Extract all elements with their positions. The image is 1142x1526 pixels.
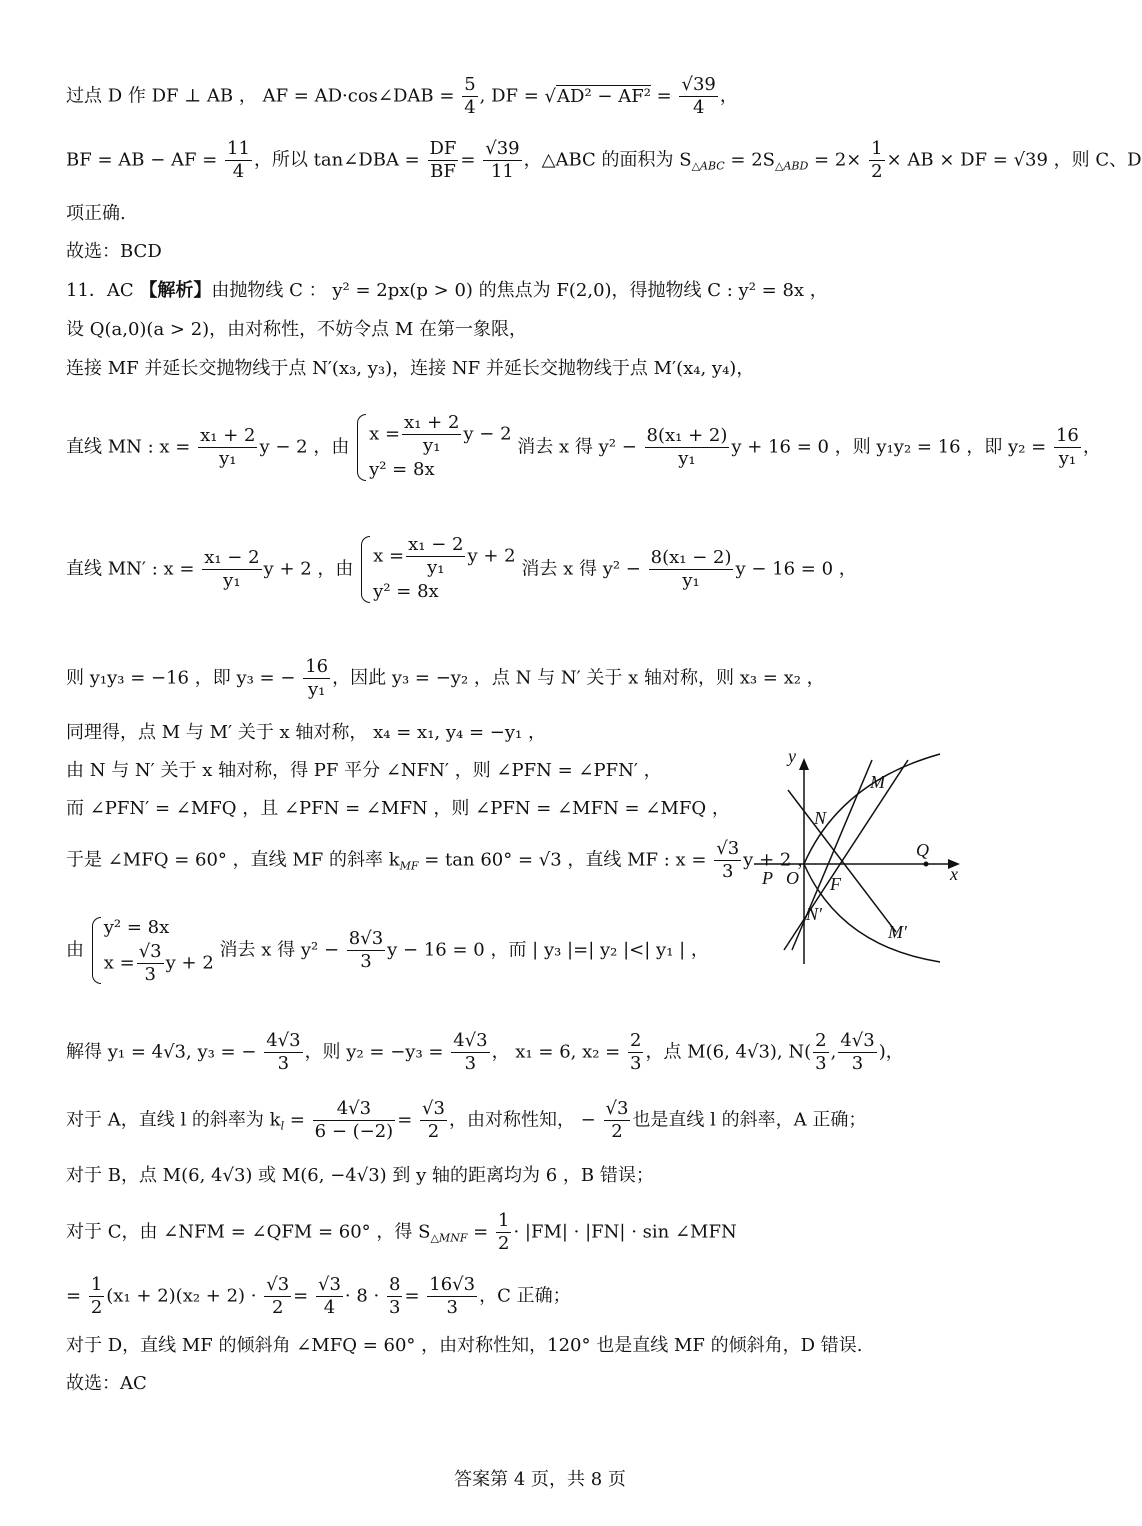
line-22: 故选：AC bbox=[66, 1373, 147, 1394]
text: = bbox=[284, 1109, 305, 1131]
text: ，C 正确； bbox=[479, 1285, 571, 1307]
analysis-tag: 【解析】 bbox=[139, 280, 212, 301]
y-axis-arrow bbox=[799, 758, 809, 770]
text: y + 16 = 0 ，则 y₁y₂ = 16 ，即 y₂ = bbox=[731, 436, 1047, 458]
text: ， x₁ = 6, x₂ = bbox=[491, 1041, 621, 1063]
fraction: $\frac{√39}{11}$ bbox=[485, 138, 520, 182]
line-6: 设 Q(a,0)(a > 2)，由对称性，不妨令点 M 在第一象限， bbox=[66, 319, 528, 340]
text: y − 16 = 0 ， bbox=[735, 558, 857, 580]
text: × AB × DF = √39 ，则 C、D bbox=[886, 149, 1142, 171]
line-5 bbox=[66, 279, 828, 303]
fraction: $\frac{8}{3}$ bbox=[389, 1274, 401, 1318]
equation-system: x = $\frac{\text{x₁ + 2}}{\text{y₁}}$ y − 2 y² = 8x bbox=[355, 412, 511, 483]
line-19: 对于 C，由 ∠NFM = ∠QFM = 60° ，得 $S_{\triangle MNF}$ = $\frac{1}{2}$ · |FM| · |FN| · sin ∠MFN bbox=[66, 1210, 737, 1254]
line-12: 由 N 与 N′ 关于 x 轴对称，得 PF 平分 ∠NFN′ ，则 ∠PFN = ∠PFN′ ， bbox=[66, 760, 662, 781]
subscript: △ABC bbox=[691, 159, 725, 173]
parabola-figure bbox=[748, 742, 978, 972]
text: ，由对称性知， − bbox=[448, 1109, 596, 1131]
text: ，则 y₂ = −y₃ = bbox=[304, 1041, 444, 1063]
text: y − 16 = 0 ，而 | y₃ |=| y₂ |<| y₁ | ， bbox=[387, 939, 709, 961]
text: y + 2 ，由 bbox=[263, 558, 354, 580]
text: = bbox=[656, 85, 672, 107]
subscript: l bbox=[280, 1119, 285, 1133]
line-11: 同理得，点 M 与 M′ 关于 x 轴对称， x₄ = x₁, y₄ = −y₁ ， bbox=[66, 722, 546, 743]
equation-system: x = $\frac{\text{x₁ − 2}}{\text{y₁}}$ y + 2 y² = 8x bbox=[359, 534, 515, 605]
text: ，△ABC 的面积为 S bbox=[523, 149, 692, 171]
text: 直线 MN′ : x = bbox=[66, 558, 195, 580]
point-Q bbox=[924, 862, 929, 867]
equation-system: y² = 8x x = $\frac{√3}{3}$ y + 2 bbox=[90, 915, 214, 986]
text: 消去 x 得 y² − bbox=[521, 558, 641, 580]
line-3: 项正确. bbox=[66, 203, 126, 224]
fraction: $\frac{\text{x₁ − 2}}{\text{y₁}}$ bbox=[204, 547, 260, 591]
fraction: $\frac{16√3}{3}$ bbox=[429, 1274, 476, 1318]
text: , DF = bbox=[479, 85, 539, 107]
line-20: = $\frac{1}{2}$ (x₁ + 2)(x₂ + 2) · $\frac{√3}{2}$ = $\frac{√3}{4}$ · 8 · $\frac{8}{3}$ = $\frac{16√3}{3}$ ，C 正确； bbox=[66, 1274, 571, 1318]
label-P: P bbox=[762, 868, 773, 888]
text: ，因此 y₃ = −y₂ ，点 N 与 N′ 关于 x 轴对称，则 x₃ = x₂ ， bbox=[332, 667, 825, 689]
line-2 bbox=[66, 138, 1142, 183]
line-14 bbox=[66, 838, 815, 883]
label-F: F bbox=[830, 874, 841, 894]
fraction: $\frac{5}{4}$ bbox=[464, 74, 476, 118]
subscript: △MNF bbox=[430, 1231, 468, 1245]
text: 过点 D 作 DF ⊥ AB ， bbox=[66, 85, 257, 107]
text: ，点 M(6, 4√3), N( bbox=[645, 1041, 812, 1063]
text: 也是直线 l 的斜率，A 正确； bbox=[632, 1109, 867, 1131]
line-13: 而 ∠PFN′ = ∠MFQ ，且 ∠PFN = ∠MFN ，则 ∠PFN = ∠MFN = ∠MFQ ， bbox=[66, 798, 730, 819]
fraction: $\frac{√3}{4}$ bbox=[318, 1274, 341, 1318]
line-8: 直线 MN : x = $\frac{\text{x₁ + 2}}{\text{y₁}}$ y − 2 ，由 x = $\frac{\text{x₁ + 2}}{\text{y₁}}$ y − 2 y² = 8x 消去 x 得 y² − $\frac{\text{8(x₁ + 2)}}{\text{y₁}}$ y + 16 = 0 ，则 y₁y₂ = 16 ，即 y₂ = $\frac{16}{\text{y₁}}$ ， bbox=[66, 412, 1101, 483]
line-10 bbox=[66, 656, 825, 701]
fraction: $\frac{1}{2}$ bbox=[871, 138, 883, 182]
text: = 2× bbox=[808, 149, 862, 171]
fraction: $\frac{4√3}{3}$ bbox=[266, 1030, 301, 1074]
line-15 bbox=[66, 915, 709, 986]
text: 于是 ∠MFQ = 60° ，直线 MF 的斜率 k bbox=[66, 849, 400, 871]
label-M-prime: M′ bbox=[888, 922, 907, 942]
fraction: $\frac{√3}{2}$ bbox=[605, 1098, 629, 1142]
fraction: $\frac{√3}{3}$ bbox=[716, 838, 740, 882]
text: 对于 C，由 ∠NFM = ∠QFM = 60° ，得 S bbox=[66, 1221, 431, 1243]
line-1 bbox=[66, 74, 738, 119]
text: AF = AD·cos∠DAB = bbox=[262, 85, 455, 107]
text: ， bbox=[719, 85, 738, 107]
text: 消去 x 得 y² − bbox=[517, 436, 637, 458]
label-y: y bbox=[788, 746, 796, 766]
fraction: $\frac{16}{\text{y₁}}$ bbox=[1055, 425, 1079, 469]
fraction: $\frac{\text{8(x₁ − 2)}}{\text{y₁}}$ bbox=[650, 547, 732, 591]
text: y − 2 ，由 bbox=[259, 436, 350, 458]
text: · |FM| · |FN| · sin ∠MFN bbox=[513, 1221, 737, 1243]
text: = 2S bbox=[724, 149, 775, 171]
line-9 bbox=[66, 534, 857, 605]
label-N: N bbox=[814, 808, 827, 828]
fraction: $\frac{4√3}{3}$ bbox=[840, 1030, 875, 1074]
fraction: $\frac{\text{x₁ + 2}}{\text{y₁}}$ bbox=[200, 425, 256, 469]
fraction: $\frac{1}{2}$ bbox=[498, 1210, 510, 1254]
fraction: $\frac{4√3}{6 - (-2)}$ bbox=[314, 1098, 394, 1142]
text: 则 y₁y₃ = −16 ，即 y₃ = − bbox=[66, 667, 296, 689]
fraction: $\frac{1}{2}$ bbox=[90, 1274, 103, 1318]
line-17: 对于 A，直线 l 的斜率为 $k_l$ = $\frac{4√3}{6 - (-2)}$ = $\frac{√3}{2}$ ，由对称性知， − $\frac{√3}{2}$ 也是直线 l 的斜率，A 正确； bbox=[66, 1098, 867, 1142]
fraction: $\frac{2}{3}$ bbox=[815, 1030, 827, 1074]
fraction: $\frac{\text{8(x₁ + 2)}}{\text{y₁}}$ bbox=[646, 425, 728, 469]
line-4: 故选：BCD bbox=[66, 241, 162, 262]
subscript: MF bbox=[399, 859, 419, 873]
fraction: $\frac{2}{3}$ bbox=[630, 1030, 642, 1074]
text: 由 bbox=[66, 939, 84, 961]
text: 直线 MN : x = bbox=[66, 436, 191, 458]
text: = bbox=[460, 149, 476, 171]
text: = tan 60° = √3 ，直线 MF : x = bbox=[418, 849, 707, 871]
fraction: $\frac{√39}{4}$ bbox=[681, 74, 716, 118]
label-x: x bbox=[950, 864, 958, 884]
fraction: $\frac{DF}{BF}$ bbox=[429, 138, 457, 182]
label-Q: Q bbox=[916, 840, 929, 860]
line-21: 对于 D，直线 MF 的倾斜角 ∠MFQ = 60° ，由对称性知，120° 也是直线 MF 的倾斜角，D 错误. bbox=[66, 1335, 863, 1356]
fraction: $\frac{√3}{2}$ bbox=[422, 1098, 445, 1142]
text: 解得 y₁ = 4√3, y₃ = − bbox=[66, 1041, 257, 1063]
fraction: $\frac{11}{4}$ bbox=[227, 138, 250, 182]
fraction: $\frac{4√3}{3}$ bbox=[453, 1030, 488, 1074]
label-O: O bbox=[786, 868, 799, 888]
label-M: M bbox=[870, 772, 885, 792]
fraction: $\frac{8√3}{3}$ bbox=[348, 928, 384, 972]
fraction: $\frac{16}{\text{y₁}}$ bbox=[305, 656, 329, 700]
subscript: △ABD bbox=[775, 159, 809, 173]
text: 消去 x 得 y² − bbox=[219, 939, 340, 961]
text: 由抛物线 C ： y² = 2px(p > 0) 的焦点为 F(2,0)，得抛物线 C : y² = 8x ， bbox=[211, 280, 828, 301]
text: ，所以 tan∠DBA = bbox=[253, 149, 420, 171]
radical: √ AD² − AF² bbox=[545, 85, 651, 107]
text: (x₁ + 2)(x₂ + 2) · bbox=[106, 1285, 257, 1307]
page-footer: 答案第 4 页，共 8 页 bbox=[454, 1469, 626, 1490]
label-N-prime: N′ bbox=[806, 904, 822, 924]
question-number: 11．AC bbox=[66, 280, 134, 301]
line-16: 解得 y₁ = 4√3, y₃ = − $\frac{4√3}{3}$ ，则 y₂ = −y₃ = $\frac{4√3}{3}$ ， x₁ = 6, x₂ = $\frac{2}{3}$ ，点 M(6, 4√3), N( $\frac{2}{3}$ , $\frac{4√3}{3}$ )， bbox=[66, 1030, 904, 1074]
text: 对于 A，直线 l 的斜率为 k bbox=[66, 1109, 281, 1131]
fraction: $\frac{√3}{2}$ bbox=[266, 1274, 290, 1318]
text: y + 2 ， bbox=[743, 849, 816, 871]
line-7: 连接 MF 并延长交抛物线于点 N′(x₃, y₃)，连接 NF 并延长交抛物线于点 M′(x₄, y₄)， bbox=[66, 358, 755, 379]
text: BF = AB − AF = bbox=[66, 149, 218, 171]
line-18: 对于 B，点 M(6, 4√3) 或 M(6, −4√3) 到 y 轴的距离均为 6 ，B 错误； bbox=[66, 1165, 654, 1186]
